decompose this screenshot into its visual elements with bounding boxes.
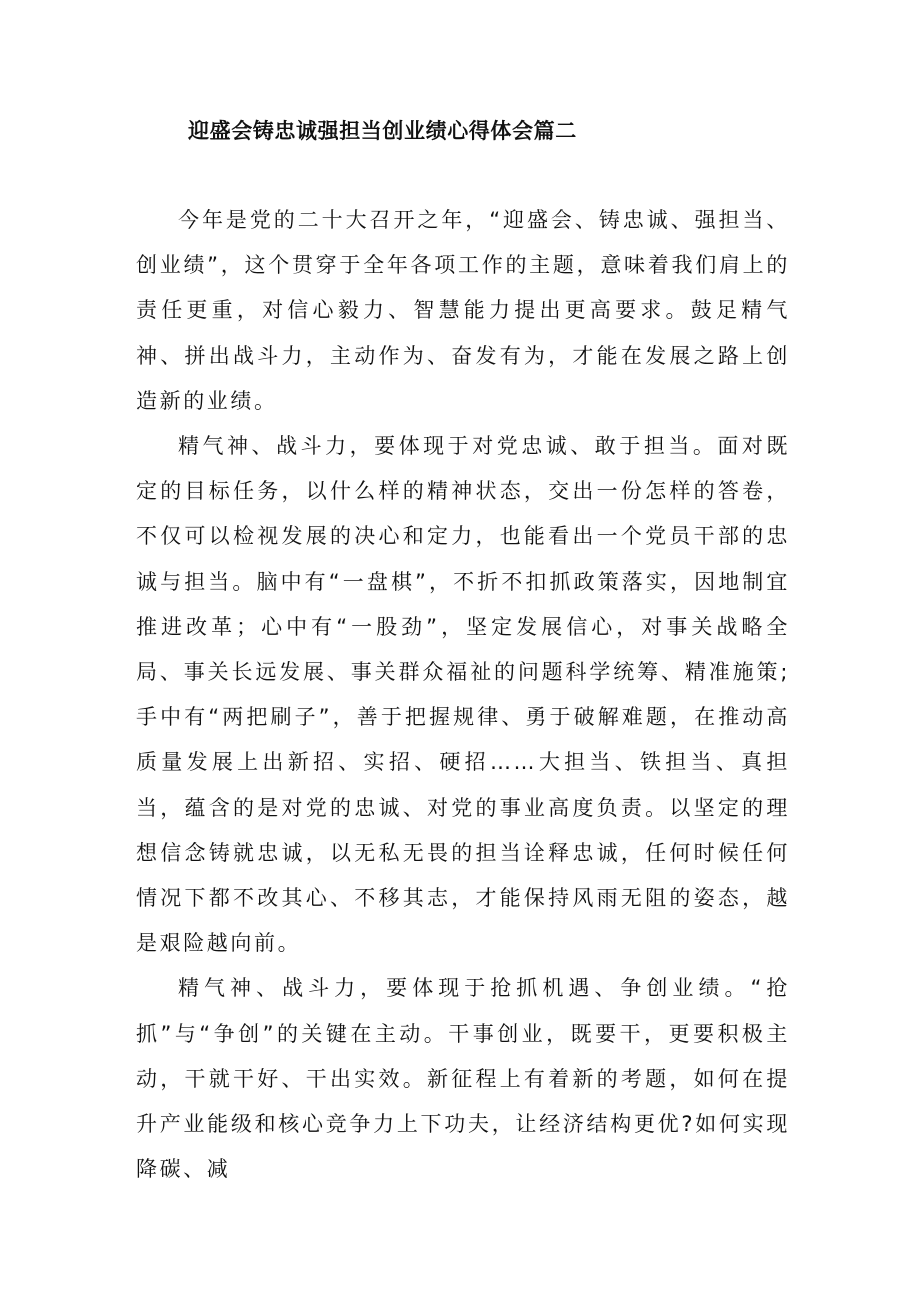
document-body bbox=[136, 198, 790, 1192]
paragraph-1: 今年是党的二十大召开之年，“迎盛会、铸忠诚、强担当、创业绩”，这个贯穿于全年各项工作的主题，意味着我们肩上的责任更重，对信心毅力、智慧能力提出更高要求。鼓足精气神、拼出战斗力，主动作为、奋发有为，才能在发展之路上创造新的业绩。 bbox=[136, 208, 790, 413]
document-title: 迎盛会铸忠诚强担当创业绩心得体会篇二 bbox=[188, 119, 577, 143]
paragraph-2: 精气神、战斗力，要体现于对党忠诚、敢于担当。面对既定的目标任务，以什么样的精神状态，交出一份怎样的答卷，不仅可以检视发展的决心和定力，也能看出一个党员干部的忠诚与担当。脑中有“一盘棋”，不折不扣抓政策落实，因地制宜推进改革；心中有“一股劲”，坚定发展信心，对事关战略全局、事关长远发展、事关群众福祉的问题科学统筹、精准施策;手中有“两把刷子”，善于把握规律、勇于破解难题，在推动高质量发展上出新招、实招、硬招……大担当、铁担当、真担当，蕴含的是对党的忠诚、对党的事业高度负责。以坚定的理想信念铸就忠诚，以无私无畏的担当诠释忠诚，任何时候任何情况下都不改其心、不移其志，才能保持风雨无阻的姿态，越是艰险越向前。 bbox=[136, 434, 790, 956]
paragraph-3: 精气神、战斗力，要体现于抢抓机遇、争创业绩。“抢抓”与“争创”的关键在主动。干事创业，既要干，更要积极主动，干就干好、干出实效。新征程上有着新的考题，如何在提升产业能级和核心竞争力上下功夫，让经济结构更优?如何实现降碳、减 bbox=[136, 976, 790, 1182]
